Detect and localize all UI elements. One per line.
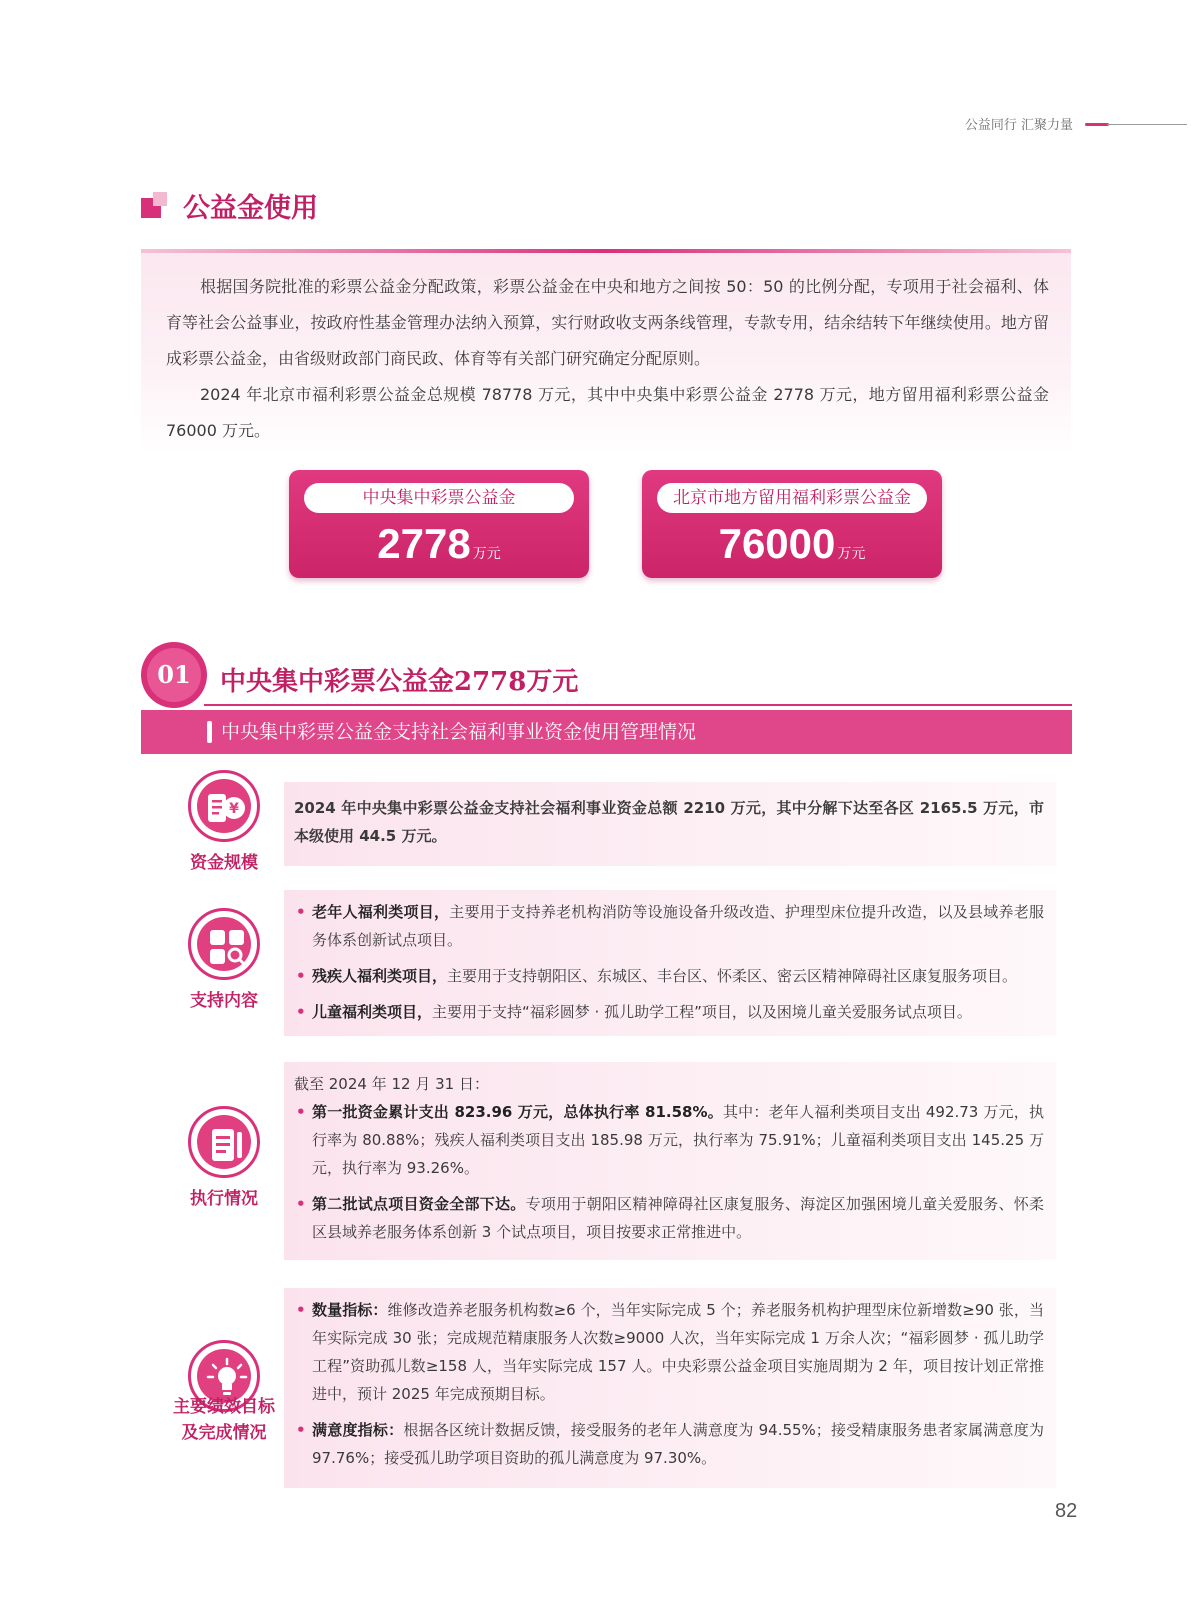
fund-scale-label: 资金规模 — [190, 853, 258, 873]
running-header — [891, 114, 1191, 134]
list-item: • 残疾人福利类项目，主要用于支持朝阳区、东城区、丰台区、怀柔区、密云区精神障碍社区康复服务项目。 — [294, 962, 1044, 990]
execution-list — [294, 1070, 1044, 1246]
performance-label-line-1: 主要绩效目标 — [173, 1397, 275, 1417]
subsection-banner — [141, 710, 1072, 754]
stat-value: 76000 — [718, 520, 836, 567]
stat-card-local — [642, 470, 942, 578]
support-content-label: 支持内容 — [190, 991, 258, 1011]
subsection-title: 中央集中彩票公益金2778万元 — [220, 667, 579, 697]
support-content-panel — [284, 890, 1056, 1036]
subsection-number-badge — [141, 642, 207, 708]
intro-top-rule — [141, 249, 1071, 253]
stat-card-value — [289, 520, 589, 568]
section-marker-icon — [141, 192, 171, 220]
banner-text: 中央集中彩票公益金支持社会福利事业资金使用管理情况 — [221, 721, 697, 743]
stat-value: 2778 — [377, 520, 471, 567]
performance-list — [294, 1296, 1044, 1472]
execution-label: 执行情况 — [190, 1189, 258, 1209]
list-item: • 满意度指标：根据各区统计数据反馈，接受服务的老年人满意度为 94.55%；接受精康服务患者家属满意度为 97.76%；接受孤儿助学项目资助的孤儿满意度为 97.30%。 — [294, 1416, 1044, 1472]
intro-panel — [141, 246, 1071, 455]
list-item: • 数量指标：维修改造养老服务机构数≥6 个，当年实际完成 5 个；养老服务机构护理型床位新增数≥90 张，当年实际完成 30 张；完成规范精康服务人次数≥9000 人次，当年实际完成 1 万余人次；“福彩圆梦 · 孤儿助学工程”资助孤儿数≥158 人，当年实际完成 157 人。中央彩票公益金项目实施周期为 2 年，项目按计划正常推进中，预计 2025 年完成预期目标。 — [294, 1296, 1044, 1408]
fund-scale-panel — [284, 782, 1056, 866]
performance-label — [154, 1394, 294, 1446]
list-item: • 第一批资金累计支出 823.96 万元，总体执行率 81.58%。其中：老年人福利类项目支出 492.73 万元，执行率为 80.88%；残疾人福利类项目支出 185.98 万元，执行率为 75.91%；儿童福利类项目支出 145.25 万元，执行率为 93.26%。 — [294, 1098, 1044, 1182]
stat-card-central — [289, 470, 589, 578]
list-item: • 第二批试点项目资金全部下达。专项用于朝阳区精神障碍社区康复服务、海淀区加强困境儿童关爱服务、怀柔区县域养老服务体系创新 3 个试点项目，项目按要求正常推进中。 — [294, 1190, 1044, 1246]
subsection-number: 01 — [147, 648, 201, 702]
header-rule — [1107, 124, 1187, 125]
fund-scale-icon — [188, 770, 260, 842]
support-content-icon — [188, 908, 260, 980]
banner-accent-bar — [207, 721, 212, 743]
execution-panel — [284, 1062, 1056, 1260]
section-title: 公益金使用 — [183, 193, 318, 224]
support-content-list — [294, 898, 1044, 1026]
execution-icon — [188, 1106, 260, 1178]
intro-paragraph-1: 根据国务院批准的彩票公益金分配政策，彩票公益金在中央和地方之间按 50：50 的比例分配，专项用于社会福利、体育等社会公益事业，按政府性基金管理办法纳入预算，实行财政收支两条线管理，专款专用，结余结转下年继续使用。地方留成彩票公益金，由省级财政部门商民政、体育等有关部门研究确定分配原则。 — [166, 277, 1049, 368]
svg-text:¥: ¥ — [229, 801, 239, 817]
page-number: 82 — [1055, 1500, 1078, 1522]
stat-unit: 万元 — [837, 546, 866, 562]
stat-card-label: 中央集中彩票公益金 — [304, 483, 574, 513]
stat-card-value — [642, 520, 942, 568]
performance-label-line-2: 及完成情况 — [181, 1423, 267, 1443]
performance-panel — [284, 1288, 1056, 1488]
stat-card-label: 北京市地方留用福利彩票公益金 — [657, 483, 927, 513]
subsection-rule — [204, 704, 1072, 706]
header-accent-bar — [1085, 123, 1109, 126]
execution-intro: 截至 2024 年 12 月 31 日： — [294, 1075, 489, 1093]
list-item: • 儿童福利类项目，主要用于支持“福彩圆梦 · 孤儿助学工程”项目，以及困境儿童关爱服务试点项目。 — [294, 998, 1044, 1026]
intro-paragraph-2: 2024 年北京市福利彩票公益金总规模 78778 万元，其中中央集中彩票公益金 2778 万元，地方留用福利彩票公益金 76000 万元。 — [166, 385, 1049, 440]
fund-scale-text: 2024 年中央集中彩票公益金支持社会福利事业资金总额 2210 万元，其中分解下达至各区 2165.5 万元，市本级使用 44.5 万元。 — [294, 799, 1044, 845]
list-item: • 老年人福利类项目，主要用于支持养老机构消防等设施设备升级改造、护理型床位提升改造，以及县域养老服务体系创新试点项目。 — [294, 898, 1044, 954]
stat-unit: 万元 — [472, 546, 501, 562]
running-header-text: 公益同行 汇聚力量 — [964, 118, 1073, 133]
